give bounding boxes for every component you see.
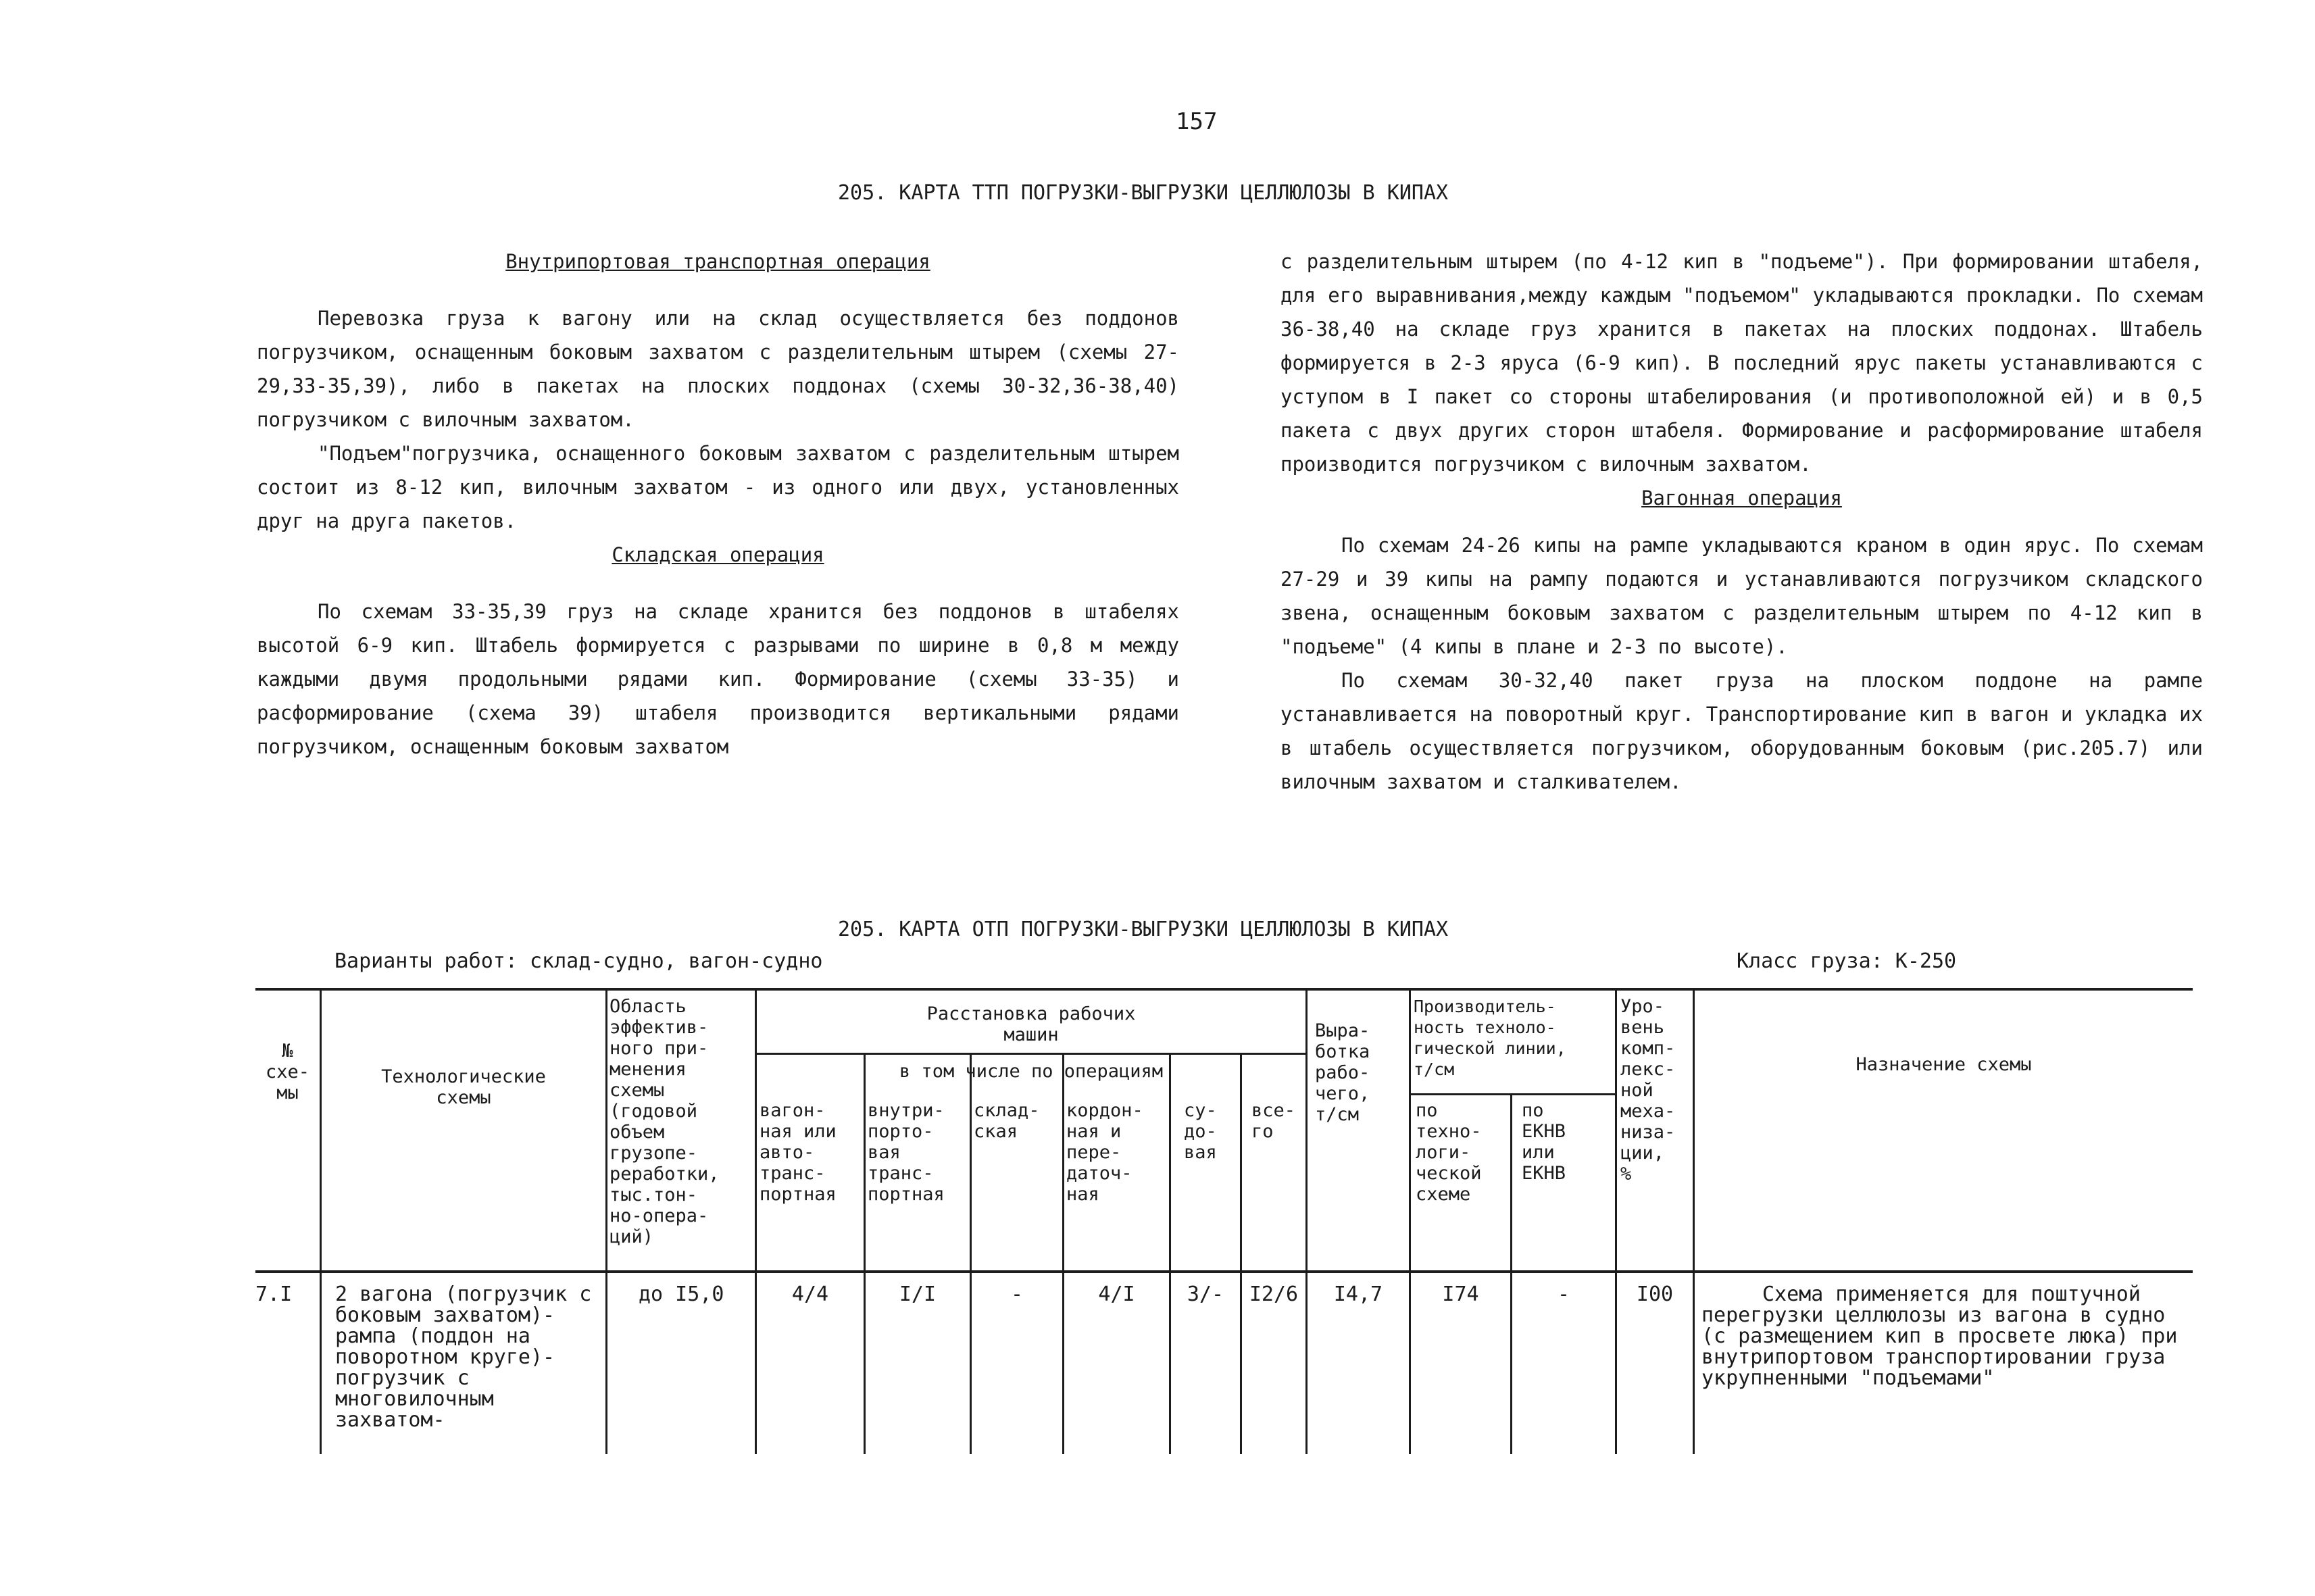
table-column-divider [1409, 988, 1411, 1454]
header-purpose: Назначение схемы [1856, 1054, 2032, 1075]
header-ship: су- до- вая [1184, 1100, 1217, 1163]
cell-output: I4,7 [1333, 1282, 1383, 1306]
table-top-rule [255, 988, 2193, 991]
header-by-tech-scheme: по техно- логи- ческой схеме [1416, 1100, 1482, 1205]
header-by-operations: в том числе по операциям [899, 1061, 1164, 1082]
header-output: Выра- ботка рабо- чего, т/см [1315, 1020, 1370, 1125]
header-productivity: Производитель- ность техноло- гической линии, т/см [1414, 997, 1566, 1079]
cell-scheme-number: 7.I [255, 1282, 293, 1306]
table-column-divider [755, 988, 757, 1454]
cell-purpose: Схема применяется для поштучной перегрузки целлюлозы из вагона в судно (с размещением кип в просвете люка) при внутрипортовом транспортировании груза укрупненными "подъемами" [1701, 1282, 2178, 1390]
table-column-divider [1169, 1054, 1171, 1454]
header-by-ekhnv: по ЕКНВ или ЕКНВ [1522, 1100, 1566, 1184]
cell-tech-scheme: 2 вагона (погрузчик с боковым захватом)-рампа (поддон на поворотном круге)-погрузчик с многовилочным захватом- [335, 1282, 592, 1432]
header-scheme-number: № схе- мы [265, 1041, 310, 1103]
header-tech-schemes: Технологические схемы [381, 1066, 546, 1108]
heading-intraport-operation: Внутрипортовая транспортная операция [505, 250, 930, 273]
cell-cordon: 4/I [1098, 1282, 1135, 1306]
page-number: 157 [1176, 108, 1218, 135]
table-subheader-rule [755, 1053, 1305, 1055]
cell-warehouse: - [1010, 1282, 1024, 1306]
paragraph-intraport-1: Перевозка груза к вагону или на склад осуществляется без поддонов погрузчиком, оснащенным боковым захватом с разделительным штырем (схемы 27-29,33-35,39), либо в пакетах на плоских поддонах (схемы 30-32,36-38,40) погрузчиком с вилочным захватом. [257, 307, 1179, 431]
table-column-divider [1615, 988, 1617, 1454]
work-variants: Варианты работ: склад-судно, вагон-судно [334, 949, 823, 973]
table-column-divider [320, 988, 322, 1454]
left-column [257, 245, 1179, 764]
table-column-divider [1510, 1095, 1512, 1454]
cell-ship: 3/- [1187, 1282, 1224, 1306]
paragraph-intraport-2: "Подъем"погрузчика, оснащенного боковым захватом с разделительным штырем состоит из 8-12 кип, вилочным захватом - из одного или двух, установленных друг на друга пакетов. [257, 442, 1179, 532]
cell-total: I2/6 [1249, 1282, 1299, 1306]
cell-by-tech-scheme: I74 [1442, 1282, 1479, 1306]
paragraph-warehouse: По схемам 33-35,39 груз на складе хранится без поддонов в штабелях высотой 6-9 кип. Штабель формируется с разрывами по ширине в 0,8 м между каждыми двумя продольными рядами кип. Формирование (схемы 33-35) и расформирование (схема 39) штабеля производится вертикальными рядами погрузчиком, оснащенным боковым захватом [257, 600, 1179, 758]
table-column-divider [1240, 1054, 1242, 1454]
paragraph-wagon-2: По схемам 30-32,40 пакет груза на плоском поддоне на рампе устанавливается на поворотный круг. Транспортирование кип в вагон и укладка их в штабель осуществляется погрузчиком, оборудованным боковым (рис.205.7) или вилочным захватом и сталкивателем. [1280, 669, 2203, 793]
header-intraport: внутри- порто- вая транс- портная [868, 1100, 945, 1205]
cell-application-area: до I5,0 [639, 1282, 724, 1306]
table-column-divider [1305, 988, 1308, 1454]
cell-by-ekhnv: - [1557, 1282, 1570, 1306]
paragraph-warehouse-cont: с разделительным штырем (по 4-12 кип в "подъеме"). При формировании штабеля, для его выравнивания,между каждым "подъемом" укладываются прокладки. По схемам 36-38,40 на складе груз хранится в пакетах на плоских поддонах. Штабель формируется в 2-3 яруса (6-9 кип). В последний ярус пакеты устанавливаются с уступом в I пакет со стороны штабелирования (и противоположной ей) и в 0,5 пакета с двух других сторон штабеля. Формирование и расформирование штабеля производится погрузчиком с вилочным захватом. [1280, 250, 2203, 476]
header-application-area: Область эффектив- ного при- менения схемы (годовой объем грузопе- реработки, тыс.тон- но-опера- ций) [609, 996, 720, 1247]
cargo-class: Класс груза: К-250 [1737, 949, 1957, 973]
table-column-divider [970, 1054, 972, 1454]
paragraph-wagon-1: По схемам 24-26 кипы на рампе укладываются краном в один ярус. По схемам 27-29 и 39 кипы на рампу подаются и устанавливаются погрузчиком складского звена, оснащенным боковым захватом с разделительным штырем по 4-12 кип в "подъеме" (4 кипы в плане и 2-3 по высоте). [1280, 534, 2203, 658]
header-mechanization: Уро- вень комп- лекс- ной меха- низа- ции, % [1620, 996, 1676, 1184]
table-header-bottom-rule [255, 1270, 2193, 1273]
table-column-divider [864, 1054, 866, 1454]
header-cordon: кордон- ная и пере- даточ- ная [1066, 1100, 1143, 1205]
cell-intraport: I/I [899, 1282, 937, 1306]
header-placement: Расстановка рабочих машин [926, 1003, 1136, 1045]
cell-mechanization: I00 [1636, 1282, 1674, 1306]
heading-wagon-operation: Вагонная операция [1641, 487, 1842, 509]
right-column [1280, 245, 2203, 799]
table-title: 205. КАРТА ОТП ПОГРУЗКИ-ВЫГРУЗКИ ЦЕЛЛЮЛОЗЫ В КИПАХ [838, 918, 1449, 941]
table-column-divider [605, 988, 607, 1454]
page-title: 205. КАРТА ТТП ПОГРУЗКИ-ВЫГРУЗКИ ЦЕЛЛЮЛОЗЫ В КИПАХ [838, 181, 1449, 205]
cell-wagon: 4/4 [791, 1282, 829, 1306]
header-wagon: вагон- ная или авто- транс- портная [760, 1100, 837, 1205]
header-warehouse: склад- ская [974, 1100, 1040, 1142]
table-column-divider [1062, 1054, 1064, 1454]
heading-warehouse-operation: Складская операция [612, 543, 824, 566]
header-total: все- го [1251, 1100, 1296, 1142]
